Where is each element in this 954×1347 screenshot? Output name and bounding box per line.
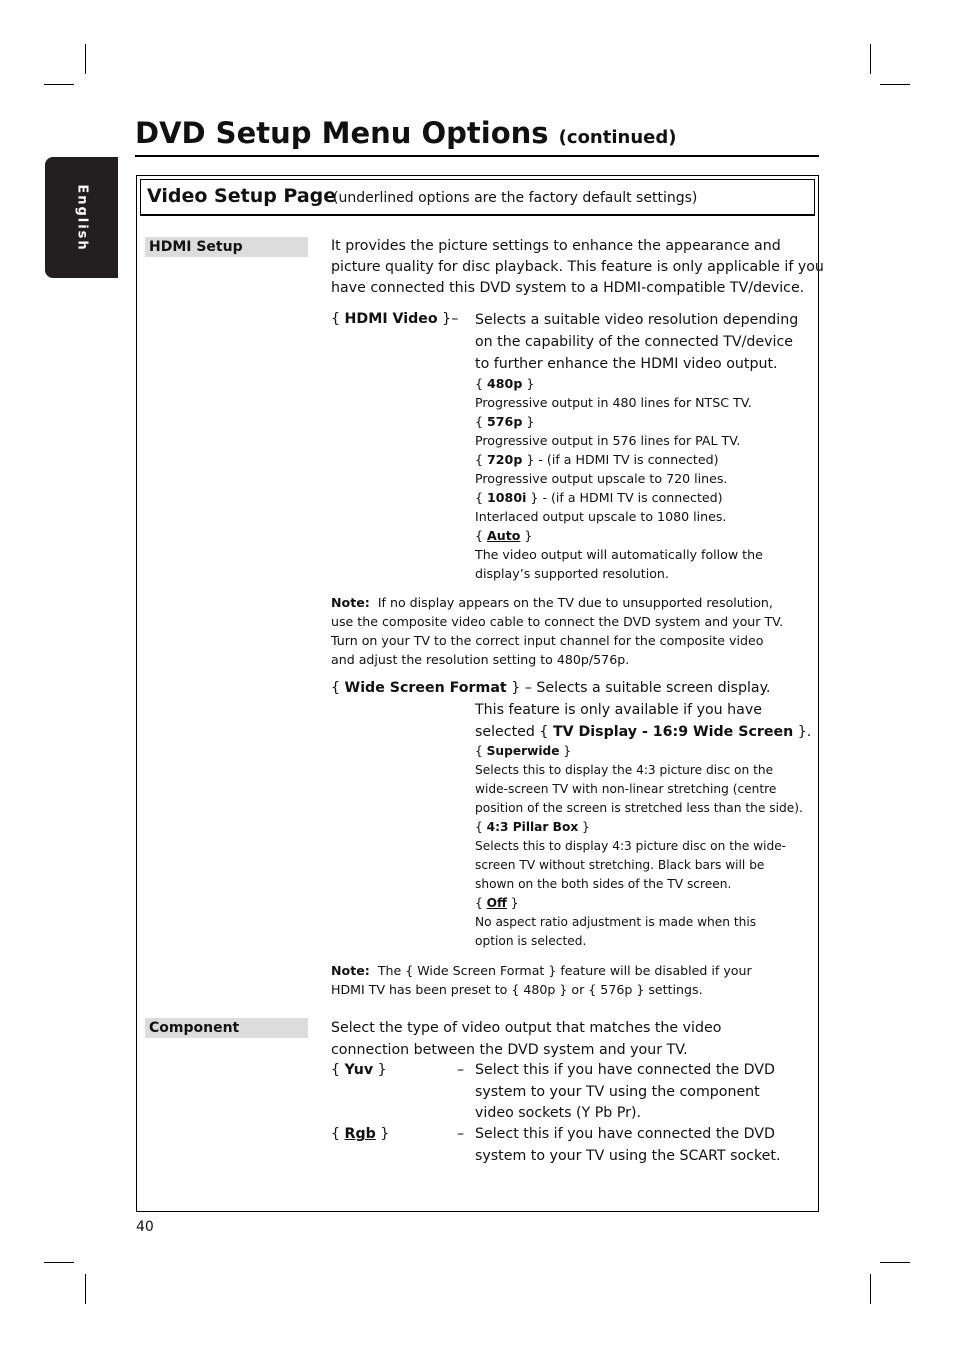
title-rule: [135, 155, 819, 157]
component-label: Component: [145, 1018, 308, 1038]
option-pillar-box: { 4:3 Pillar Box }: [475, 820, 590, 834]
page-number: 40: [136, 1219, 154, 1235]
wide-screen-format-option: { Wide Screen Format } – Selects a suitable screen display.: [331, 680, 771, 696]
desc-line: Selects a suitable video resolution depending: [475, 312, 799, 328]
crop-mark: [870, 44, 871, 74]
hdmi-video-option: { HDMI Video }–: [331, 311, 459, 327]
option-desc: Progressive output in 480 lines for NTSC TV.: [475, 395, 752, 410]
note-label: Note:: [331, 963, 370, 978]
option-desc: No aspect ratio adjustment is made when this: [475, 915, 757, 929]
option-name: Yuv: [344, 1062, 374, 1078]
page-title-main: DVD Setup Menu Options: [135, 116, 549, 150]
option-yuv-desc: [475, 1060, 775, 1125]
option-superwide: { Superwide }: [475, 744, 572, 758]
option-desc: Progressive output in 576 lines for PAL TV.: [475, 433, 741, 448]
option-name: 576p: [487, 414, 523, 429]
option-desc: position of the screen is stretched less than the side).: [475, 801, 803, 815]
section-header: [140, 179, 815, 216]
option-suffix: - (if a HDMI TV is connected): [538, 490, 723, 505]
note-line: Turn on your TV to the correct input channel for the composite video: [331, 633, 764, 648]
hdmi-video-options-list: [475, 374, 763, 583]
desc-line: to further enhance the HDMI video output.: [475, 356, 778, 372]
option-name: Superwide: [486, 744, 560, 758]
option-desc: option is selected.: [475, 934, 587, 948]
option-desc: Select this if you have connected the DVD: [475, 1126, 775, 1142]
note-line: and adjust the resolution setting to 480p/576p.: [331, 652, 630, 667]
component-intro: [331, 1017, 721, 1061]
note-label: Note:: [331, 595, 370, 610]
option-desc: Selects this to display the 4:3 picture disc on the: [475, 763, 774, 777]
crop-mark: [880, 1262, 910, 1263]
desc-line: This feature is only available if you have: [475, 702, 762, 718]
note-line: If no display appears on the TV due to unsupported resolution,: [377, 595, 773, 610]
option-name-default: Auto: [487, 528, 521, 543]
option-yuv: { Yuv }: [331, 1062, 387, 1078]
dash: –: [457, 1126, 465, 1142]
option-desc: video sockets (Y Pb Pr).: [475, 1105, 642, 1121]
option-rgb: { Rgb }: [331, 1126, 390, 1142]
option-desc: display’s supported resolution.: [475, 566, 669, 581]
crop-mark: [880, 84, 910, 85]
wide-screen-desc: – Selects a suitable screen display.: [524, 680, 771, 696]
page-title-continued: (continued): [558, 127, 677, 148]
option-desc: Progressive output upscale to 720 lines.: [475, 471, 728, 486]
option-name: 1080i: [487, 490, 527, 505]
crop-mark: [44, 84, 74, 85]
option-desc: Select this if you have connected the DVD: [475, 1062, 775, 1078]
dash: –: [457, 1062, 465, 1078]
option-off: { Off }: [475, 896, 519, 910]
note-line: HDMI TV has been preset to { 480p } or { 576p } settings.: [331, 982, 703, 997]
language-tab-label: English: [74, 183, 89, 252]
option-1080i: { 1080i } - (if a HDMI TV is connected): [475, 490, 723, 505]
intro-line: have connected this DVD system to a HDMI-compatible TV/device.: [331, 280, 805, 296]
note-wide-screen-disabled: [331, 961, 752, 999]
option-desc: The video output will automatically follow the: [475, 547, 763, 562]
hdmi-setup-intro: [331, 236, 824, 299]
intro-line: It provides the picture settings to enhance the appearance and: [331, 238, 781, 254]
option-desc: system to your TV using the component: [475, 1083, 760, 1100]
option-576p: { 576p }: [475, 414, 535, 429]
language-tab: [45, 157, 118, 278]
section-subtitle: (underlined options are the factory default settings): [333, 190, 698, 206]
page-title: [135, 113, 676, 158]
hdmi-video-name: HDMI Video: [344, 311, 438, 327]
note-line: use the composite video cable to connect the DVD system and your TV.: [331, 614, 784, 629]
wide-screen-options-list: [475, 742, 803, 951]
note-line: The { Wide Screen Format } feature will be disabled if your: [377, 963, 752, 978]
intro-line: picture quality for disc playback. This feature is only applicable if you: [331, 259, 824, 275]
option-desc: shown on the both sides of the TV screen.: [475, 877, 732, 891]
crop-mark: [870, 1274, 871, 1304]
option-720p: { 720p } - (if a HDMI TV is connected): [475, 452, 719, 467]
option-name-default: Off: [486, 896, 507, 910]
option-480p: { 480p }: [475, 376, 535, 391]
option-name: 720p: [487, 452, 523, 467]
option-suffix: - (if a HDMI TV is connected): [534, 452, 719, 467]
section-title: Video Setup Page: [147, 185, 337, 207]
option-name: 480p: [487, 376, 523, 391]
option-auto: { Auto }: [475, 528, 533, 543]
desc-line: selected: [475, 724, 535, 740]
option-name: 4:3 Pillar Box: [486, 820, 579, 834]
wide-screen-desc-cont: This feature is only available if you have selected { TV Display - 16:9 Wide Screen }.: [475, 699, 811, 743]
desc-bold: TV Display - 16:9 Wide Screen: [552, 724, 794, 740]
option-desc: screen TV without stretching. Black bars will be: [475, 858, 765, 872]
hdmi-setup-label: HDMI Setup: [145, 237, 308, 257]
crop-mark: [44, 1262, 74, 1263]
intro-line: Select the type of video output that matches the video: [331, 1020, 722, 1036]
option-rgb-desc: [475, 1124, 780, 1167]
option-desc: system to your TV using the SCART socket.: [475, 1147, 781, 1164]
crop-mark: [85, 44, 86, 74]
hdmi-video-desc: [475, 309, 798, 375]
wide-screen-name: Wide Screen Format: [344, 680, 507, 696]
desc-line: on the capability of the connected TV/device: [475, 334, 793, 350]
intro-line: connection between the DVD system and your TV.: [331, 1042, 688, 1058]
option-name-default: Rgb: [344, 1126, 376, 1142]
option-desc: Interlaced output upscale to 1080 lines.: [475, 509, 727, 524]
option-desc: Selects this to display 4:3 picture disc on the wide-: [475, 839, 787, 853]
note-unsupported-resolution: [331, 593, 783, 669]
crop-mark: [85, 1274, 86, 1304]
option-desc: wide-screen TV with non-linear stretching (centre: [475, 782, 777, 796]
